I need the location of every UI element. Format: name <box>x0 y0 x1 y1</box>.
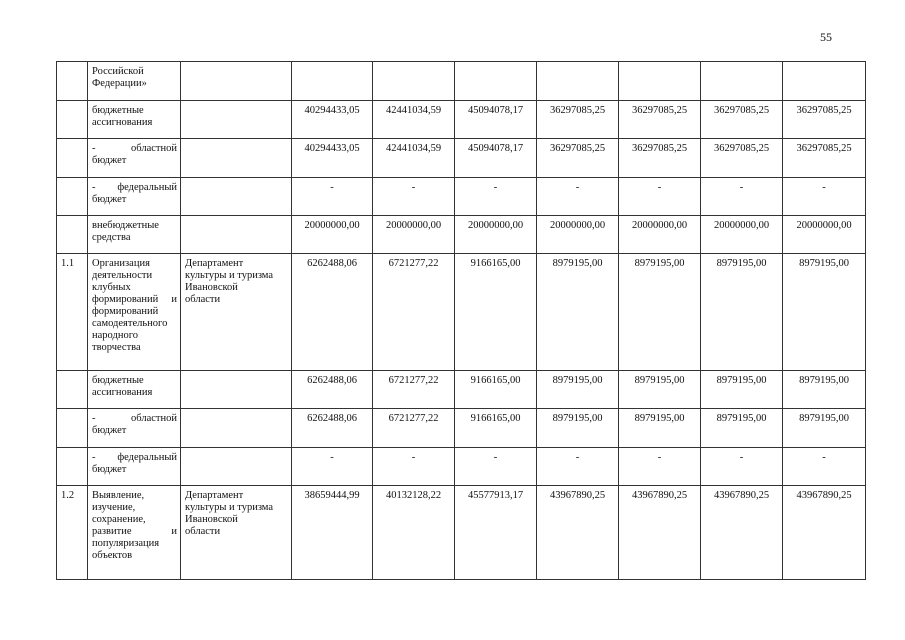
table-row <box>57 486 866 580</box>
amount-cell: 36297085,25 <box>783 101 866 139</box>
row-index-cell <box>57 216 88 254</box>
amount-cell: 42441034,59 <box>373 101 455 139</box>
row-name-cell <box>88 178 181 216</box>
row-name-cell <box>88 254 181 371</box>
row-name-line: Российской <box>92 66 144 77</box>
amount-cell: 8979195,00 <box>783 254 866 371</box>
amount-cell: - <box>373 178 455 216</box>
amount-cell: - <box>783 178 866 216</box>
row-name-line: сохранение, <box>92 514 146 525</box>
amount-cell: 43967890,25 <box>783 486 866 580</box>
amount-cell: 6262488,06 <box>292 409 373 448</box>
row-name-cell <box>88 139 181 178</box>
row-name-line: клубных <box>92 282 131 293</box>
row-name-cell <box>88 409 181 448</box>
row-name-cell <box>88 101 181 139</box>
executor-line: Ивановской <box>185 282 238 293</box>
amount-cell: 8979195,00 <box>619 371 701 409</box>
row-name-line: творчества <box>92 342 141 353</box>
row-name-line: развитие и <box>92 526 177 537</box>
executor-cell <box>181 139 292 178</box>
amount-cell: 36297085,25 <box>537 101 619 139</box>
amount-cell: - <box>292 178 373 216</box>
executor-cell <box>181 178 292 216</box>
amount-cell: 8979195,00 <box>619 254 701 371</box>
amount-cell: 43967890,25 <box>619 486 701 580</box>
table-row <box>57 254 866 371</box>
executor-cell <box>181 62 292 101</box>
table-row <box>57 409 866 448</box>
row-name-line: народного <box>92 330 138 341</box>
row-name-line: - областной <box>92 143 177 154</box>
amount-cell: 45577913,17 <box>455 486 537 580</box>
amount-cell: 20000000,00 <box>619 216 701 254</box>
table-row <box>57 216 866 254</box>
table-row <box>57 62 866 101</box>
executor-cell <box>181 448 292 486</box>
row-name-line: формирований и <box>92 294 177 305</box>
row-name-line: - федеральный <box>92 452 177 463</box>
amount-cell: - <box>701 178 783 216</box>
amount-cell: - <box>619 178 701 216</box>
amount-cell: 6721277,22 <box>373 371 455 409</box>
table-row <box>57 178 866 216</box>
page-number: 55 <box>820 30 832 44</box>
amount-cell: 20000000,00 <box>292 216 373 254</box>
amount-cell: 43967890,25 <box>701 486 783 580</box>
executor-line: области <box>185 526 221 537</box>
row-name-line: формирований <box>92 306 159 317</box>
table-row <box>57 371 866 409</box>
row-name-line: ассигнования <box>92 117 153 128</box>
amount-cell: 45094078,17 <box>455 101 537 139</box>
amount-cell: 6721277,22 <box>373 254 455 371</box>
amount-cell <box>292 62 373 101</box>
amount-cell: 9166165,00 <box>455 371 537 409</box>
row-name-line: популяризация <box>92 538 160 549</box>
table-body <box>57 62 866 580</box>
table-row <box>57 139 866 178</box>
row-index-cell <box>57 139 88 178</box>
amount-cell <box>701 62 783 101</box>
row-index-cell <box>57 101 88 139</box>
row-name-line: ассигнования <box>92 387 153 398</box>
amount-cell: 8979195,00 <box>783 371 866 409</box>
amount-cell: 36297085,25 <box>783 139 866 178</box>
amount-cell: 8979195,00 <box>783 409 866 448</box>
amount-cell: 43967890,25 <box>537 486 619 580</box>
row-name-line: Федерации» <box>92 78 147 89</box>
row-name-line: бюджетные <box>92 105 144 116</box>
budget-table <box>56 61 866 580</box>
executor-cell <box>181 371 292 409</box>
amount-cell: 40294433,05 <box>292 101 373 139</box>
row-name-line: объектов <box>92 550 133 561</box>
row-index-cell <box>57 371 88 409</box>
amount-cell: 6721277,22 <box>373 409 455 448</box>
amount-cell: 36297085,25 <box>701 101 783 139</box>
amount-cell: 40132128,22 <box>373 486 455 580</box>
amount-cell: 8979195,00 <box>701 409 783 448</box>
amount-cell: 20000000,00 <box>455 216 537 254</box>
row-name-line: Выявление, <box>92 490 145 501</box>
executor-line: Департамент <box>185 258 244 269</box>
row-name-cell <box>88 486 181 580</box>
executor-cell <box>181 486 292 580</box>
amount-cell: - <box>292 448 373 486</box>
amount-cell: 38659444,99 <box>292 486 373 580</box>
executor-line: области <box>185 294 221 305</box>
executor-cell <box>181 101 292 139</box>
amount-cell: 8979195,00 <box>537 371 619 409</box>
amount-cell <box>619 62 701 101</box>
amount-cell: 8979195,00 <box>537 409 619 448</box>
amount-cell: 36297085,25 <box>619 139 701 178</box>
row-index-cell: 1.1 <box>57 254 88 371</box>
amount-cell: - <box>619 448 701 486</box>
amount-cell: - <box>373 448 455 486</box>
row-name-line: бюджет <box>92 464 127 475</box>
row-name-line: самодеятельного <box>92 318 168 329</box>
amount-cell: - <box>537 178 619 216</box>
amount-cell: 36297085,25 <box>619 101 701 139</box>
executor-line: культуры и туризма <box>185 270 274 281</box>
amount-cell: - <box>455 178 537 216</box>
table-row <box>57 101 866 139</box>
amount-cell <box>455 62 537 101</box>
row-name-cell <box>88 448 181 486</box>
amount-cell: 9166165,00 <box>455 254 537 371</box>
row-name-line: бюджет <box>92 425 127 436</box>
row-name-line: изучение, <box>92 502 136 513</box>
executor-cell <box>181 216 292 254</box>
amount-cell: 8979195,00 <box>619 409 701 448</box>
amount-cell: 8979195,00 <box>701 371 783 409</box>
amount-cell: 20000000,00 <box>373 216 455 254</box>
amount-cell: 6262488,06 <box>292 371 373 409</box>
amount-cell: 36297085,25 <box>537 139 619 178</box>
row-index-cell <box>57 178 88 216</box>
row-index-cell <box>57 448 88 486</box>
amount-cell: 20000000,00 <box>537 216 619 254</box>
amount-cell <box>783 62 866 101</box>
table-row <box>57 448 866 486</box>
row-name-line: внебюджетные <box>92 220 159 231</box>
row-name-line: деятельности <box>92 270 153 281</box>
amount-cell: 20000000,00 <box>783 216 866 254</box>
row-name-cell <box>88 62 181 101</box>
row-name-line: средства <box>92 232 131 243</box>
amount-cell: 36297085,25 <box>701 139 783 178</box>
amount-cell: - <box>701 448 783 486</box>
row-name-line: Организация <box>92 258 150 269</box>
amount-cell <box>373 62 455 101</box>
row-index-cell <box>57 62 88 101</box>
executor-line: культуры и туризма <box>185 502 274 513</box>
row-name-line: бюджет <box>92 194 127 205</box>
amount-cell: 8979195,00 <box>537 254 619 371</box>
executor-cell <box>181 254 292 371</box>
row-name-line: бюджет <box>92 155 127 166</box>
row-index-cell: 1.2 <box>57 486 88 580</box>
amount-cell: 45094078,17 <box>455 139 537 178</box>
amount-cell: 9166165,00 <box>455 409 537 448</box>
row-name-line: бюджетные <box>92 375 144 386</box>
executor-line: Департамент <box>185 490 244 501</box>
amount-cell: 6262488,06 <box>292 254 373 371</box>
executor-line: Ивановской <box>185 514 238 525</box>
amount-cell: 40294433,05 <box>292 139 373 178</box>
executor-cell <box>181 409 292 448</box>
amount-cell: 8979195,00 <box>701 254 783 371</box>
amount-cell <box>537 62 619 101</box>
row-name-line: - областной <box>92 413 177 424</box>
row-name-cell <box>88 371 181 409</box>
amount-cell: - <box>455 448 537 486</box>
row-name-line: - федеральный <box>92 182 177 193</box>
amount-cell: 20000000,00 <box>701 216 783 254</box>
amount-cell: - <box>783 448 866 486</box>
row-index-cell <box>57 409 88 448</box>
amount-cell: 42441034,59 <box>373 139 455 178</box>
amount-cell: - <box>537 448 619 486</box>
row-name-cell <box>88 216 181 254</box>
